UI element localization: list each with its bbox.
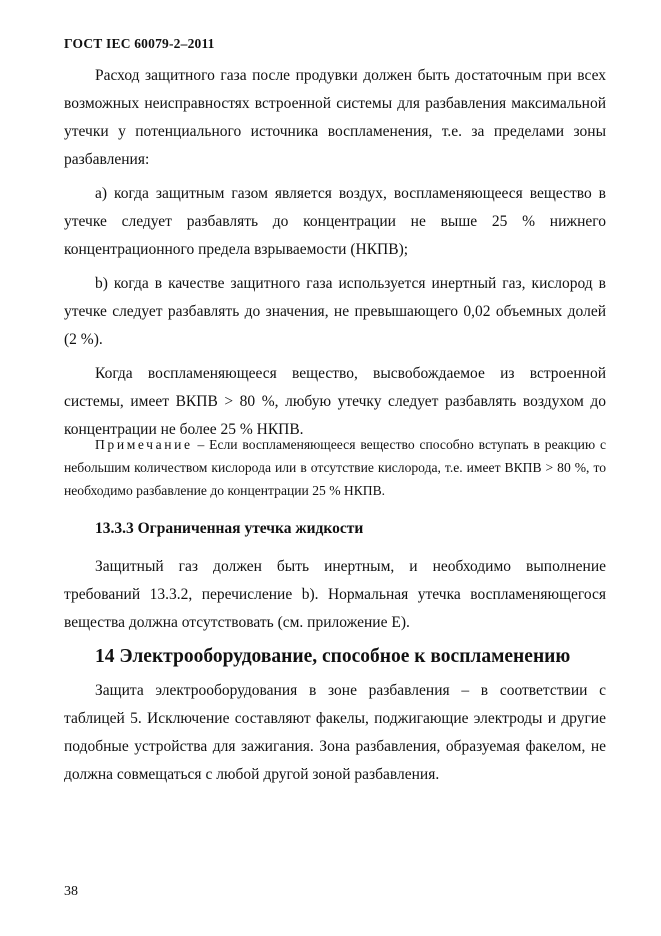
note-block — [64, 433, 606, 502]
subsection-13-3-3-body — [64, 553, 606, 637]
list-item-a: а) когда защитным газом является воздух, воспламеняющееся вещество в утечке следует разбавлять до концентрации не выше 25 % нижнего концентрационного предела взрываемости (НКПВ); — [64, 185, 606, 258]
flammable-substance-paragraph: Когда воспламеняющееся вещество, высвобождаемое из встроенной системы, имеет ВКПВ > 80 %, любую утечку следует разбавлять воздухом до концентрации не более 25 % НКПВ. — [64, 365, 606, 438]
subsection-heading-13-3-3: 13.3.3 Ограниченная утечка жидкости — [95, 520, 364, 537]
document-header: ГОСТ IEC 60079-2–2011 — [64, 36, 215, 51]
section-dilution-text — [64, 62, 606, 444]
section-14-body — [64, 677, 606, 789]
note-label: Примечание — [95, 437, 193, 452]
electrical-equipment-paragraph: Защита электрооборудования в зоне разбавления – в соответствии с таблицей 5. Исключение составляют факелы, поджигающие электроды и другие подобные устройства для зажигания. Зона разбавления, образуемая факелом, не должна совмещаться с любой другой зоной разбавления. — [64, 682, 606, 783]
note-text: – Если воспламеняющееся вещество способно вступать в реакцию с небольшим количеством кислорода или в отсутствие кислорода, т.е. имеет ВКПВ > 80 %, то необходимо разбавление до концентрации 25 % НКПВ. — [64, 437, 606, 498]
list-item-b: b) когда в качестве защитного газа используется инертный газ, кислород в утечке следует разбавлять до значения, не превышающего 0,02 объемных долей (2 %). — [64, 275, 606, 348]
note-paragraph — [64, 433, 606, 502]
section-heading-14: 14 Электрооборудование, способное к воспламенению — [95, 646, 571, 667]
limited-leakage-paragraph: Защитный газ должен быть инертным, и необходимо выполнение требований 13.3.2, перечисление b). Нормальная утечка воспламеняющегося вещества должна отсутствовать (см. приложение Е). — [64, 558, 606, 631]
page-number: 38 — [64, 884, 78, 899]
purge-flow-paragraph: Расход защитного газа после продувки должен быть достаточным при всех возможных неисправностях встроенной системы для разбавления максимальной утечки у потенциального источника воспламенения, т.е. за пределами зоны разбавления: — [64, 67, 606, 168]
